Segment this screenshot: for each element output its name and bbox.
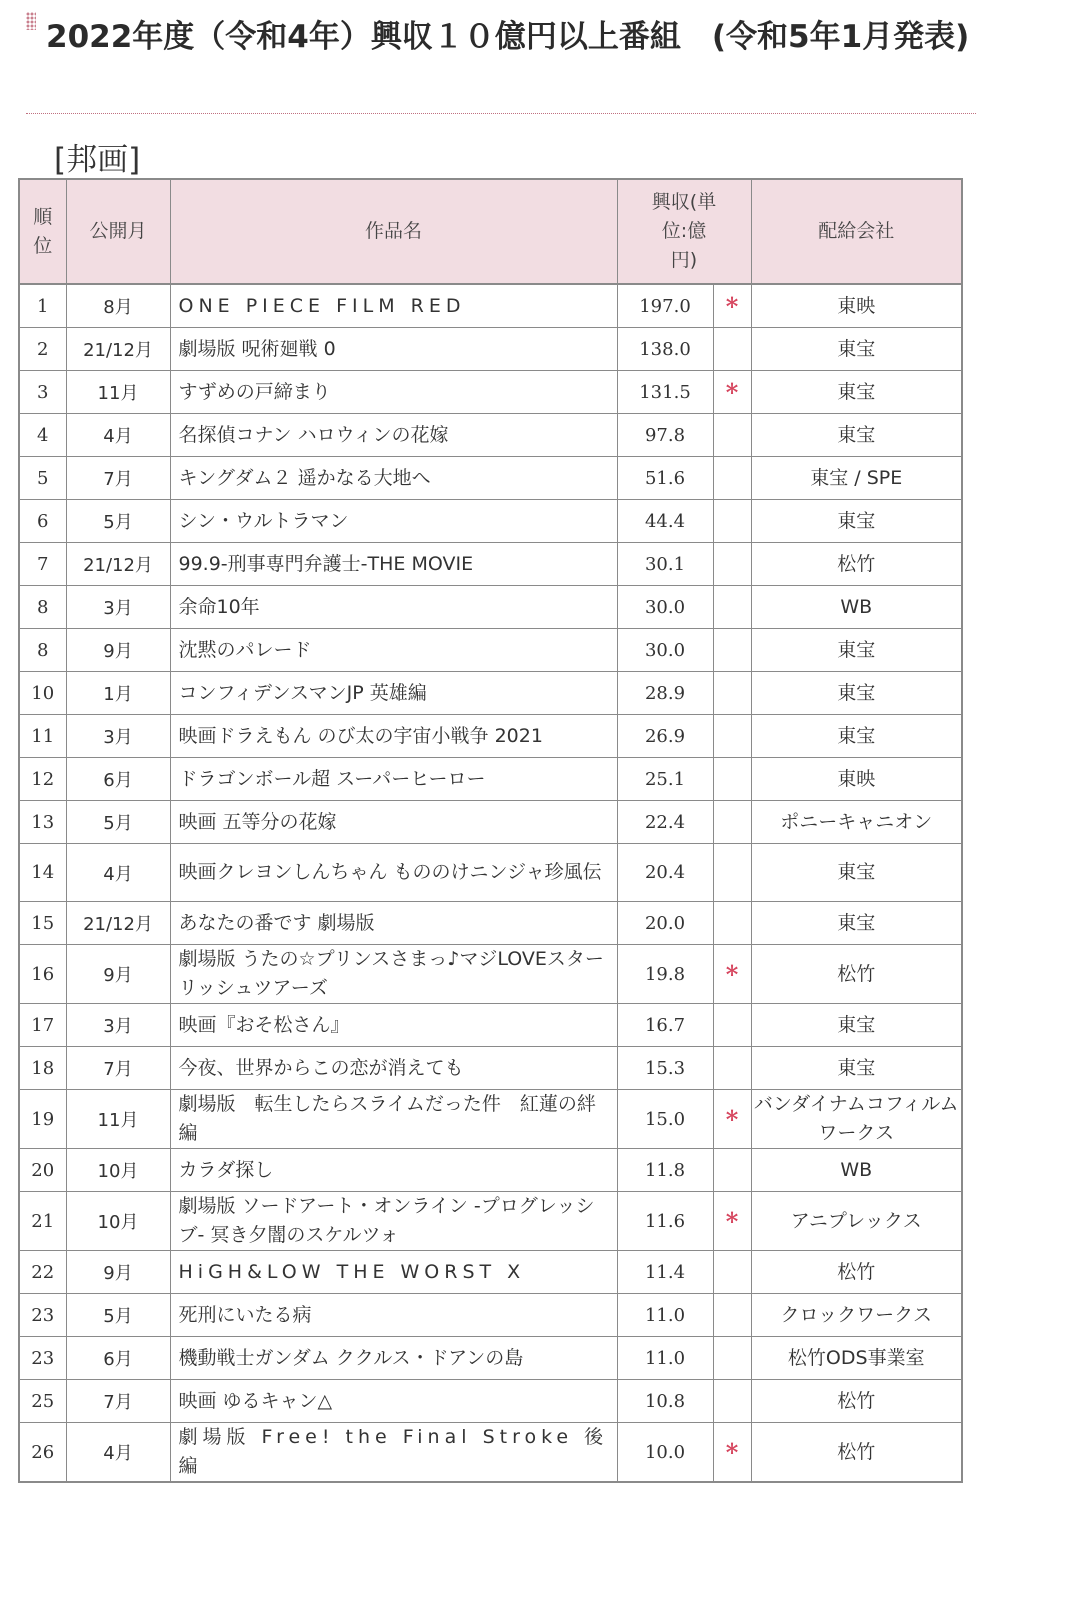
- table-row: [19, 1423, 962, 1483]
- title-cell: 機動戦士ガンダム ククルス・ドアンの島: [170, 1337, 617, 1380]
- rank-cell: 18: [19, 1047, 66, 1090]
- header-month: 公開月: [66, 179, 170, 284]
- distributor-cell: 松竹ODS事業室: [751, 1337, 962, 1380]
- title-cell: 余命10年: [170, 586, 617, 629]
- table-row: [19, 284, 962, 328]
- table-row: [19, 945, 962, 1004]
- title-cell: シン・ウルトラマン: [170, 500, 617, 543]
- rank-cell: 2: [19, 328, 66, 371]
- title-cell: 99.9-刑事専門弁護士-THE MOVIE: [170, 543, 617, 586]
- table-row: [19, 500, 962, 543]
- rank-cell: 23: [19, 1337, 66, 1380]
- title-cell: 死刑にいたる病: [170, 1294, 617, 1337]
- asterisk-mark: *: [713, 945, 751, 1004]
- month-cell: 4月: [66, 414, 170, 457]
- asterisk-mark: [713, 1337, 751, 1380]
- month-cell: 9月: [66, 945, 170, 1004]
- asterisk-mark: *: [713, 1423, 751, 1483]
- title-cell: 劇場版 ソードアート・オンライン -プログレッシブ- 冥き夕闇のスケルツォ: [170, 1192, 617, 1251]
- page-title: 2022年度（令和4年）興収１０億円以上番組 (令和5年1月発表): [46, 19, 970, 55]
- rank-cell: 14: [19, 844, 66, 902]
- table-row: [19, 1149, 962, 1192]
- rank-cell: 20: [19, 1149, 66, 1192]
- month-cell: 5月: [66, 1294, 170, 1337]
- revenue-cell: 197.0: [617, 284, 713, 328]
- distributor-cell: 松竹: [751, 1380, 962, 1423]
- rank-cell: 6: [19, 500, 66, 543]
- distributor-cell: クロックワークス: [751, 1294, 962, 1337]
- revenue-cell: 30.1: [617, 543, 713, 586]
- distributor-cell: 東宝: [751, 1047, 962, 1090]
- asterisk-mark: [713, 414, 751, 457]
- rank-cell: 8: [19, 586, 66, 629]
- section-heading: [邦画]: [54, 142, 141, 178]
- title-cell: HiGH&LOW THE WORST X: [170, 1251, 617, 1294]
- table-row: [19, 1090, 962, 1149]
- title-cell: 劇場版 うたの☆プリンスさまっ♪マジLOVEスターリッシュツアーズ: [170, 945, 617, 1004]
- rank-cell: 11: [19, 715, 66, 758]
- revenue-cell: 26.9: [617, 715, 713, 758]
- title-cell: 劇場版 転生したらスライムだった件 紅蓮の絆編: [170, 1090, 617, 1149]
- distributor-cell: 東映: [751, 758, 962, 801]
- table-row: [19, 543, 962, 586]
- distributor-cell: 東宝: [751, 715, 962, 758]
- table-row: [19, 414, 962, 457]
- distributor-cell: WB: [751, 586, 962, 629]
- revenue-cell: 30.0: [617, 629, 713, 672]
- month-cell: 7月: [66, 1047, 170, 1090]
- revenue-cell: 20.0: [617, 902, 713, 945]
- rank-cell: 17: [19, 1004, 66, 1047]
- header-distributor: 配給会社: [751, 179, 962, 284]
- header-title: 作品名: [170, 179, 617, 284]
- table-row: [19, 1047, 962, 1090]
- month-cell: 10月: [66, 1192, 170, 1251]
- title-cell: 映画 ゆるキャン△: [170, 1380, 617, 1423]
- month-cell: 1月: [66, 672, 170, 715]
- rank-cell: 3: [19, 371, 66, 414]
- distributor-cell: 東宝: [751, 328, 962, 371]
- month-cell: 9月: [66, 629, 170, 672]
- asterisk-mark: [713, 1251, 751, 1294]
- title-cell: ドラゴンボール超 スーパーヒーロー: [170, 758, 617, 801]
- month-cell: 3月: [66, 586, 170, 629]
- table-row: [19, 672, 962, 715]
- asterisk-mark: [713, 844, 751, 902]
- rank-cell: 19: [19, 1090, 66, 1149]
- month-cell: 5月: [66, 500, 170, 543]
- asterisk-mark: [713, 457, 751, 500]
- distributor-cell: 東宝: [751, 414, 962, 457]
- asterisk-mark: *: [713, 371, 751, 414]
- revenue-cell: 25.1: [617, 758, 713, 801]
- distributor-cell: 松竹: [751, 543, 962, 586]
- rank-cell: 26: [19, 1423, 66, 1483]
- table-row: [19, 758, 962, 801]
- distributor-cell: 東宝: [751, 902, 962, 945]
- table-row: [19, 801, 962, 844]
- rank-cell: 23: [19, 1294, 66, 1337]
- rank-cell: 1: [19, 284, 66, 328]
- asterisk-mark: [713, 672, 751, 715]
- grip-dots-icon: [26, 12, 36, 30]
- title-cell: カラダ探し: [170, 1149, 617, 1192]
- title-cell: すずめの戸締まり: [170, 371, 617, 414]
- header-revenue-label: 興収(単位:億円): [651, 191, 717, 271]
- month-cell: 10月: [66, 1149, 170, 1192]
- table-row: [19, 844, 962, 902]
- distributor-cell: 松竹: [751, 1251, 962, 1294]
- revenue-cell: 15.3: [617, 1047, 713, 1090]
- rank-cell: 25: [19, 1380, 66, 1423]
- month-cell: 5月: [66, 801, 170, 844]
- title-cell: 沈黙のパレード: [170, 629, 617, 672]
- asterisk-mark: [713, 715, 751, 758]
- distributor-cell: バンダイナムコフィルムワークス: [751, 1090, 962, 1149]
- rank-cell: 13: [19, 801, 66, 844]
- revenue-cell: 30.0: [617, 586, 713, 629]
- asterisk-mark: [713, 801, 751, 844]
- asterisk-mark: [713, 500, 751, 543]
- distributor-cell: WB: [751, 1149, 962, 1192]
- distributor-cell: 松竹: [751, 1423, 962, 1483]
- table-row: [19, 586, 962, 629]
- asterisk-mark: *: [713, 1090, 751, 1149]
- header-revenue: [617, 179, 751, 284]
- title-cell: 映画『おそ松さん』: [170, 1004, 617, 1047]
- month-cell: 7月: [66, 1380, 170, 1423]
- table-row: [19, 1380, 962, 1423]
- title-cell: 今夜、世界からこの恋が消えても: [170, 1047, 617, 1090]
- table-row: [19, 328, 962, 371]
- month-cell: 21/12月: [66, 543, 170, 586]
- table-body: [19, 284, 962, 1482]
- revenue-cell: 138.0: [617, 328, 713, 371]
- rank-cell: 15: [19, 902, 66, 945]
- rank-cell: 21: [19, 1192, 66, 1251]
- title-cell: コンフィデンスマンJP 英雄編: [170, 672, 617, 715]
- month-cell: 7月: [66, 457, 170, 500]
- month-cell: 8月: [66, 284, 170, 328]
- revenue-cell: 131.5: [617, 371, 713, 414]
- revenue-cell: 11.6: [617, 1192, 713, 1251]
- title-cell: 劇場版 呪術廻戦 0: [170, 328, 617, 371]
- distributor-cell: 東宝: [751, 629, 962, 672]
- revenue-cell: 44.4: [617, 500, 713, 543]
- asterisk-mark: [713, 586, 751, 629]
- table-header-row: [19, 179, 962, 284]
- month-cell: 21/12月: [66, 902, 170, 945]
- rank-cell: 4: [19, 414, 66, 457]
- rank-cell: 22: [19, 1251, 66, 1294]
- box-office-table: [18, 178, 963, 1483]
- month-cell: 21/12月: [66, 328, 170, 371]
- revenue-cell: 97.8: [617, 414, 713, 457]
- title-cell: ONE PIECE FILM RED: [170, 284, 617, 328]
- asterisk-mark: [713, 758, 751, 801]
- table-row: [19, 1294, 962, 1337]
- table-row: [19, 371, 962, 414]
- title-cell: 名探偵コナン ハロウィンの花嫁: [170, 414, 617, 457]
- rank-cell: 7: [19, 543, 66, 586]
- revenue-cell: 16.7: [617, 1004, 713, 1047]
- revenue-cell: 11.0: [617, 1337, 713, 1380]
- rank-cell: 8: [19, 629, 66, 672]
- distributor-cell: 東宝 / SPE: [751, 457, 962, 500]
- asterisk-mark: [713, 1294, 751, 1337]
- asterisk-mark: *: [713, 1192, 751, 1251]
- table-row: [19, 457, 962, 500]
- revenue-cell: 51.6: [617, 457, 713, 500]
- title-divider: [26, 113, 976, 114]
- month-cell: 4月: [66, 844, 170, 902]
- revenue-cell: 28.9: [617, 672, 713, 715]
- asterisk-mark: [713, 1380, 751, 1423]
- month-cell: 6月: [66, 758, 170, 801]
- table-row: [19, 1192, 962, 1251]
- month-cell: 9月: [66, 1251, 170, 1294]
- title-cell: あなたの番です 劇場版: [170, 902, 617, 945]
- month-cell: 4月: [66, 1423, 170, 1483]
- table-row: [19, 1004, 962, 1047]
- rank-cell: 10: [19, 672, 66, 715]
- distributor-cell: 東宝: [751, 371, 962, 414]
- distributor-cell: ポニーキャニオン: [751, 801, 962, 844]
- rank-cell: 12: [19, 758, 66, 801]
- revenue-cell: 22.4: [617, 801, 713, 844]
- asterisk-mark: [713, 543, 751, 586]
- rank-cell: 16: [19, 945, 66, 1004]
- asterisk-mark: [713, 1149, 751, 1192]
- month-cell: 11月: [66, 1090, 170, 1149]
- distributor-cell: 東宝: [751, 844, 962, 902]
- revenue-cell: 11.4: [617, 1251, 713, 1294]
- title-cell: 映画ドラえもん のび太の宇宙小戦争 2021: [170, 715, 617, 758]
- asterisk-mark: [713, 1004, 751, 1047]
- revenue-cell: 19.8: [617, 945, 713, 1004]
- title-cell: 映画クレヨンしんちゃん もののけニンジャ珍風伝: [170, 844, 617, 902]
- header-rank: [19, 179, 66, 284]
- asterisk-mark: [713, 1047, 751, 1090]
- month-cell: 3月: [66, 715, 170, 758]
- month-cell: 11月: [66, 371, 170, 414]
- title-cell: 劇場版 Free! the Final Stroke 後編: [170, 1423, 617, 1483]
- asterisk-mark: *: [713, 284, 751, 328]
- title-cell: 映画 五等分の花嫁: [170, 801, 617, 844]
- table-row: [19, 629, 962, 672]
- revenue-cell: 11.0: [617, 1294, 713, 1337]
- rank-cell: 5: [19, 457, 66, 500]
- distributor-cell: 東宝: [751, 672, 962, 715]
- title-cell: キングダム２ 遥かなる大地へ: [170, 457, 617, 500]
- revenue-cell: 11.8: [617, 1149, 713, 1192]
- table-row: [19, 1337, 962, 1380]
- distributor-cell: アニプレックス: [751, 1192, 962, 1251]
- revenue-cell: 10.0: [617, 1423, 713, 1483]
- distributor-cell: 東宝: [751, 500, 962, 543]
- distributor-cell: 松竹: [751, 945, 962, 1004]
- table-row: [19, 902, 962, 945]
- asterisk-mark: [713, 328, 751, 371]
- asterisk-mark: [713, 902, 751, 945]
- month-cell: 6月: [66, 1337, 170, 1380]
- revenue-cell: 15.0: [617, 1090, 713, 1149]
- distributor-cell: 東映: [751, 284, 962, 328]
- header-rank-label: 順位: [33, 205, 53, 257]
- distributor-cell: 東宝: [751, 1004, 962, 1047]
- asterisk-mark: [713, 629, 751, 672]
- revenue-cell: 20.4: [617, 844, 713, 902]
- revenue-cell: 10.8: [617, 1380, 713, 1423]
- table-row: [19, 715, 962, 758]
- month-cell: 3月: [66, 1004, 170, 1047]
- table-row: [19, 1251, 962, 1294]
